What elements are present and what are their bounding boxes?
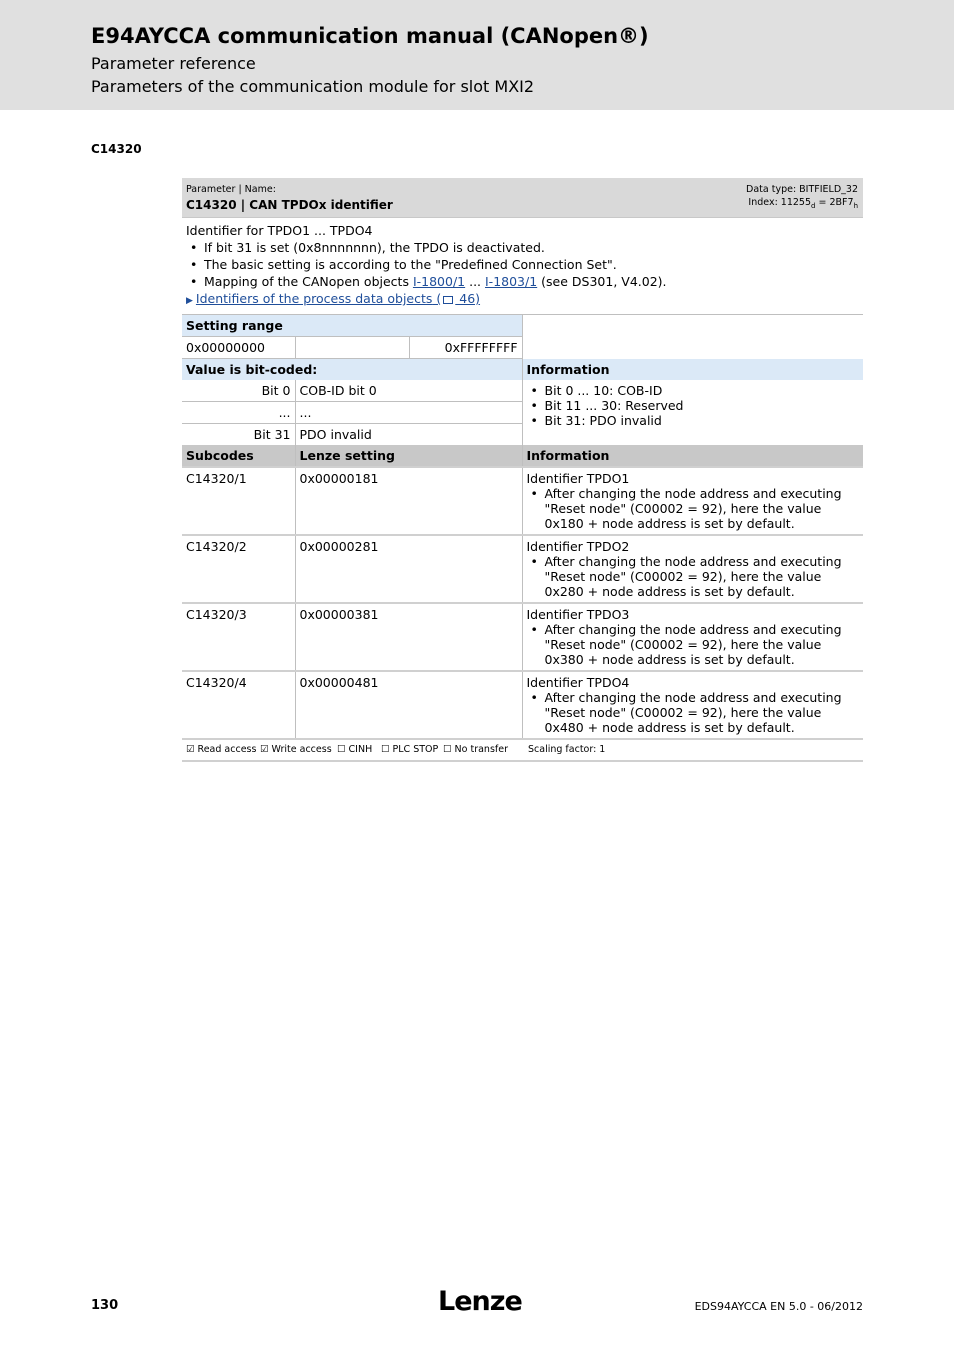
bit-name: COB-ID bit 0 bbox=[295, 380, 522, 402]
parameter-table bbox=[182, 178, 863, 762]
document-title: E94AYCCA communication manual (CANopen®) bbox=[91, 24, 649, 48]
subcode-info: Identifier TPDO4 • After changing the node address and executing "Reset node" (C00002 = 92), here the value 0x480 + node address is set by default. bbox=[522, 671, 863, 739]
parameter-name: C14320 | CAN TPDOx identifier bbox=[186, 198, 393, 212]
bitcoded-info bbox=[522, 380, 863, 445]
range-max: 0xFFFFFFFF bbox=[409, 337, 522, 359]
bitcoded-header: Value is bit-coded: bbox=[182, 359, 522, 381]
link-i-1800-1[interactable]: I-1800/1 bbox=[412, 274, 466, 289]
cinh-flag: ☐ CINH bbox=[337, 744, 373, 755]
subcodes-col-header: Subcodes bbox=[182, 445, 295, 467]
lenze-setting: 0x00000181 bbox=[295, 467, 522, 535]
document-id: EDS94AYCCA EN 5.0 - 06/2012 bbox=[694, 1300, 863, 1313]
bit-info-item: • Bit 11 ... 30: Reserved bbox=[545, 398, 860, 413]
link-i-1803-1[interactable]: I-1803/1 bbox=[485, 274, 538, 289]
lenze-setting: 0x00000381 bbox=[295, 603, 522, 671]
subcode-info: Identifier TPDO2 • After changing the node address and executing "Reset node" (C00002 = 92), here the value 0x280 + node address is set by default. bbox=[522, 535, 863, 603]
link-identifiers-pdo[interactable]: Identifiers of the process data objects bbox=[195, 291, 433, 306]
description-bullets bbox=[186, 239, 859, 290]
section-title: Parameters of the communication module for slot MXI2 bbox=[91, 77, 535, 96]
description-bullet: • The basic setting is according to the "Predefined Connection Set". bbox=[204, 256, 859, 273]
range-min: 0x00000000 bbox=[182, 337, 295, 359]
table-row bbox=[182, 671, 863, 739]
subcode: C14320/1 bbox=[182, 467, 295, 535]
page-number: 130 bbox=[91, 1298, 119, 1313]
lenze-setting: 0x00000481 bbox=[295, 671, 522, 739]
arrow-right-icon: ▶ bbox=[186, 296, 193, 306]
cross-reference[interactable]: ▶ Identifiers of the process data objects ( 46) bbox=[186, 291, 481, 306]
bit-name: ... bbox=[295, 402, 522, 424]
parameter-title-bar bbox=[182, 178, 863, 218]
lenze-setting-col-header: Lenze setting bbox=[295, 445, 522, 467]
bit-label: ... bbox=[182, 402, 295, 424]
subcode: C14320/2 bbox=[182, 535, 295, 603]
lenze-logo: Lenze bbox=[438, 1286, 522, 1317]
information-col-header: Information bbox=[522, 445, 863, 467]
section-code: C14320 bbox=[91, 142, 142, 156]
book-icon bbox=[443, 296, 453, 304]
subcode-info: Identifier TPDO1 • After changing the node address and executing "Reset node" (C00002 = 92), here the value 0x180 + node address is set by default. bbox=[522, 467, 863, 535]
table-row bbox=[182, 603, 863, 671]
parameter-label: Parameter | Name: bbox=[186, 184, 276, 195]
plc-stop-flag: ☐ PLC STOP bbox=[381, 744, 439, 755]
description-bullet: • If bit 31 is set (0x8nnnnnnn), the TPDO is deactivated. bbox=[204, 239, 859, 256]
read-access-flag: ☑ Read access bbox=[186, 744, 257, 755]
bit-name: PDO invalid bbox=[295, 424, 522, 446]
description-bullet: • Mapping of the CANopen objects I-1800/1 ... I-1803/1 (see DS301, V4.02). bbox=[204, 273, 859, 290]
table-row bbox=[182, 535, 863, 603]
description-intro: Identifier for TPDO1 ... TPDO4 bbox=[186, 223, 373, 238]
bit-info-item: • Bit 31: PDO invalid bbox=[545, 413, 860, 428]
bitcoded-info-header: Information bbox=[522, 359, 863, 381]
index: Index: $11255_d = 2BF7_h$ bbox=[748, 197, 858, 210]
subcodes-table bbox=[182, 445, 863, 740]
bit-info-item: • Bit 0 ... 10: COB-ID bbox=[545, 383, 860, 398]
subcode: C14320/3 bbox=[182, 603, 295, 671]
scaling-factor: Scaling factor: 1 bbox=[528, 744, 606, 755]
no-transfer-flag: ☐ No transfer bbox=[443, 744, 508, 755]
subcode-info: Identifier TPDO3 • After changing the node address and executing "Reset node" (C00002 = 92), here the value 0x380 + node address is set by default. bbox=[522, 603, 863, 671]
bit-label: Bit 0 bbox=[182, 380, 295, 402]
lenze-setting: 0x00000281 bbox=[295, 535, 522, 603]
parameter-description bbox=[182, 218, 863, 314]
bit-label: Bit 31 bbox=[253, 427, 291, 442]
access-flags bbox=[182, 740, 863, 762]
chapter-title: Parameter reference bbox=[91, 54, 256, 73]
write-access-flag: ☑ Write access bbox=[260, 744, 332, 755]
setting-range-table bbox=[182, 314, 863, 445]
table-row bbox=[182, 467, 863, 535]
data-type: Data type: BITFIELD_32 bbox=[746, 184, 858, 195]
subcode: C14320/4 bbox=[182, 671, 295, 739]
setting-range-header: Setting range bbox=[182, 315, 522, 337]
page-reference[interactable]: 46) bbox=[455, 291, 481, 306]
